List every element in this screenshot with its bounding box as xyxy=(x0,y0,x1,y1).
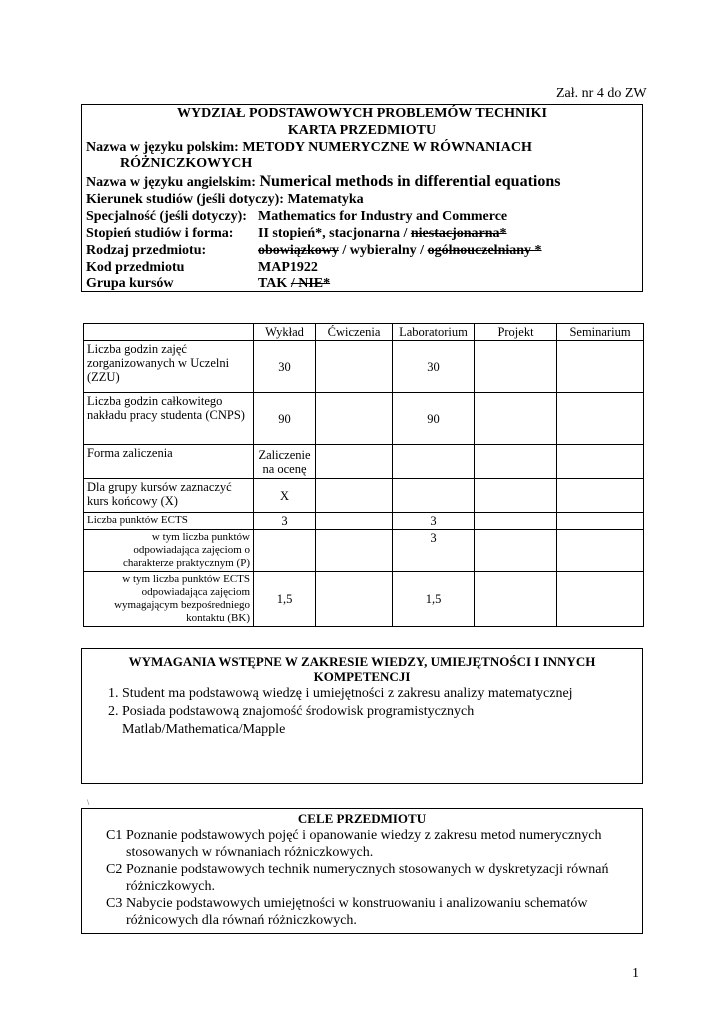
goal-code: C2 xyxy=(106,862,123,877)
row-label: Liczba godzin całkowitego nakładu pracy studenta (CNPS) xyxy=(84,393,254,445)
spec-value: Mathematics for Industry and Commerce xyxy=(258,209,508,224)
table-cell xyxy=(316,393,393,445)
goal-text: Nabycie podstawowych umiejętności w konstruowaniu i analizowaniu schematów różnicowych dla równań różniczkowych. xyxy=(126,896,588,928)
group-label: Grupa kursów xyxy=(86,276,174,291)
name-pl-value-line2: RÓŻNICZKOWYCH xyxy=(120,156,253,171)
field-row xyxy=(86,192,364,208)
column-header: Laboratorium xyxy=(393,324,475,341)
group-value: TAK / NIE* xyxy=(258,276,331,291)
table-cell xyxy=(557,513,644,530)
table-row xyxy=(84,530,644,572)
table-cell: X xyxy=(254,479,316,513)
table-row xyxy=(84,393,644,445)
list-item: 2. Posiada podstawową znajomość środowisk programistycznych Matlab/Mathematica/Mapple xyxy=(122,703,622,739)
column-header xyxy=(84,324,254,341)
table-cell xyxy=(557,479,644,513)
goal-text: Poznanie podstawowych pojęć i opanowanie wiedzy z zakresu metod numerycznych stosowanych w równaniach różniczkowych. xyxy=(126,828,602,860)
table-cell xyxy=(557,530,644,572)
table-cell: 1,5 xyxy=(393,572,475,627)
table-cell xyxy=(475,513,557,530)
row-label: w tym liczba punktów odpowiadająca zajęciom o charakterze praktycznym (P) xyxy=(84,530,254,572)
column-header: Ćwiczenia xyxy=(316,324,393,341)
table-cell: 3 xyxy=(393,530,475,572)
level-label: Stopień studiów i forma: xyxy=(86,226,234,241)
name-en-value: Numerical methods in differential equations xyxy=(259,173,561,190)
table-cell xyxy=(316,572,393,627)
goal-item xyxy=(106,895,636,929)
faculty-name: WYDZIAŁ PODSTAWOWYCH PROBLEMÓW TECHNIKI xyxy=(177,106,547,121)
type-label: Rodzaj przedmiotu: xyxy=(86,243,207,258)
field-value: Matematyka xyxy=(287,192,364,207)
table-cell xyxy=(475,341,557,393)
type-value: obowiązkowy / wybieralny / ogólnouczelniany * xyxy=(258,243,542,258)
table-cell xyxy=(316,513,393,530)
hours-table xyxy=(83,323,644,627)
page-number: 1 xyxy=(632,966,639,981)
type-struck-2: ogólnouczelniany * xyxy=(427,243,542,258)
name-pl-value: METODY NUMERYCZNE W RÓWNANIACH xyxy=(242,140,532,155)
table-row xyxy=(84,341,644,393)
table-cell xyxy=(316,479,393,513)
table-row xyxy=(84,572,644,627)
table-cell xyxy=(316,445,393,479)
table-row xyxy=(84,445,644,479)
goal-code: C1 xyxy=(106,828,123,843)
column-header: Seminarium xyxy=(557,324,644,341)
field-label: Kierunek studiów (jeśli dotyczy): xyxy=(86,192,284,207)
table-cell xyxy=(316,341,393,393)
goals-box xyxy=(81,808,643,934)
requirements-title: WYMAGANIA WSTĘPNE W ZAKRESIE WIEDZY, UMIEJĘTNOŚCI I INNYCH KOMPETENCJI xyxy=(128,654,596,684)
card-title: KARTA PRZEDMIOTU xyxy=(287,123,437,138)
name-en-label: Nazwa w języku angielskim: xyxy=(86,175,256,190)
table-cell: 30 xyxy=(393,341,475,393)
type-struck-1: obowiązkowy xyxy=(258,243,339,258)
table-cell xyxy=(254,530,316,572)
code-value: MAP1922 xyxy=(258,260,318,275)
row-label: w tym liczba punktów ECTS odpowiadająca zajęciom wymagającym bezpośredniego kontaktu (BK) xyxy=(84,572,254,627)
column-header: Wykład xyxy=(254,324,316,341)
row-label: Forma zaliczenia xyxy=(84,445,254,479)
attachment-reference: Zał. nr 4 do ZW xyxy=(556,86,647,101)
table-row xyxy=(84,479,644,513)
goals-title: CELE PRZEDMIOTU xyxy=(297,811,427,826)
table-cell xyxy=(475,530,557,572)
goal-text: Poznanie podstawowych technik numerycznych stosowanych w dyskretyzacji równań różniczkowych. xyxy=(126,862,609,894)
table-cell xyxy=(475,479,557,513)
course-card-header xyxy=(81,104,643,292)
name-en-row xyxy=(86,173,560,191)
row-label: Liczba punktów ECTS xyxy=(84,513,254,530)
row-label: Dla grupy kursów zaznaczyć kurs końcowy (X) xyxy=(84,479,254,513)
requirements-list xyxy=(102,685,622,739)
spec-label: Specjalność (jeśli dotyczy): xyxy=(86,209,247,224)
table-cell xyxy=(393,445,475,479)
goal-item xyxy=(106,861,636,895)
table-cell: 1,5 xyxy=(254,572,316,627)
table-row xyxy=(84,513,644,530)
table-cell xyxy=(557,341,644,393)
table-cell: 3 xyxy=(254,513,316,530)
group-struck: / NIE* xyxy=(290,276,331,291)
column-header: Projekt xyxy=(475,324,557,341)
table-cell: Zaliczenie na ocenę xyxy=(254,445,316,479)
table-cell xyxy=(316,530,393,572)
table-cell: 3 xyxy=(393,513,475,530)
table-cell xyxy=(557,445,644,479)
table-header-row xyxy=(84,324,644,341)
row-label: Liczba godzin zajęć zorganizowanych w Uczelni (ZZU) xyxy=(84,341,254,393)
stray-mark: \ xyxy=(87,798,90,807)
goal-item xyxy=(106,827,636,861)
table-cell xyxy=(557,393,644,445)
level-struck: niestacjonarna* xyxy=(410,226,507,241)
level-value: II stopień*, stacjonarna / niestacjonarna* xyxy=(258,226,507,241)
table-cell xyxy=(475,572,557,627)
list-item: 1. Student ma podstawową wiedzę i umiejętności z zakresu analizy matematycznej xyxy=(122,685,622,703)
table-cell: 90 xyxy=(254,393,316,445)
requirements-box xyxy=(81,648,643,784)
name-pl-label: Nazwa w języku polskim: METODY NUMERYCZNE W RÓWNANIACH xyxy=(86,140,532,155)
code-label: Kod przedmiotu xyxy=(86,260,185,275)
table-cell xyxy=(475,393,557,445)
goal-code: C3 xyxy=(106,896,123,911)
table-cell: 30 xyxy=(254,341,316,393)
table-cell xyxy=(557,572,644,627)
table-cell xyxy=(475,445,557,479)
table-cell: 90 xyxy=(393,393,475,445)
table-cell xyxy=(393,479,475,513)
